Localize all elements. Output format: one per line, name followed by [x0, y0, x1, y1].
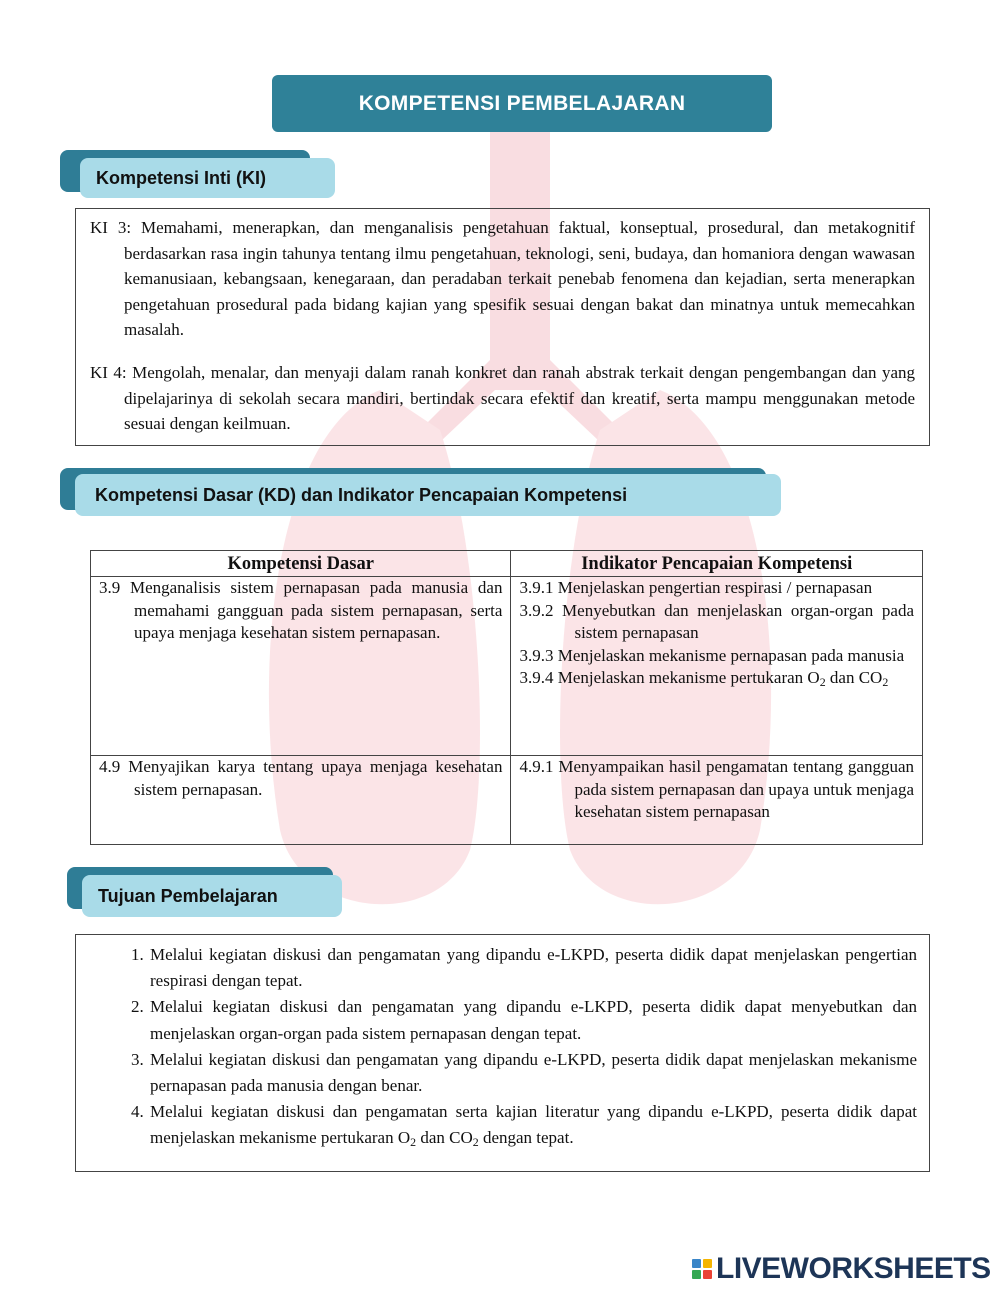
logo-block [703, 1259, 712, 1268]
indicator-cell [511, 577, 923, 756]
indicator-cell [511, 756, 923, 845]
ki-heading-label: Kompetensi Inti (KI) [80, 158, 335, 198]
list-item: 2. Melalui kegiatan diskusi dan pengamatan yang dipandu e-LKPD, peserta didik dapat menyebutkan dan menjelaskan organ-organ pada sistem pernapasan dengan tepat. [148, 994, 917, 1046]
indicator-3-9-1: 3.9.1 Menjelaskan pengertian respirasi / pernapasan [519, 578, 873, 597]
list-item: 3. Melalui kegiatan diskusi dan pengamatan yang dipandu e-LKPD, peserta didik dapat menjelaskan mekanisme pernapasan pada manusia dengan benar. [148, 1047, 917, 1099]
indicator-3-9-4 [519, 667, 914, 690]
ki-3-text: KI 3: Memahami, menerapkan, dan menganalisis pengetahuan faktual, konseptual, prosedural, dan metakognitif berdasarkan rasa ingin tahunya tentang ilmu pengetahuan, teknologi, seni, budaya, dan homaniora dengan wawasan kemanusiaan, kebangsaan, kenegaraan, dan peradaban terkait penebab fenomena dan kejadian, serta menerapkan pengetahuan prosedural pada bidang kajian yang spesifik sesuai dengan bakat dan minatnya untuk memecahkan masalah. [90, 218, 915, 340]
kd-4-9-text: 4.9 Menyajikan karya tentang upaya menjaga kesehatan sistem pernapasan. [99, 757, 503, 799]
kd-column-header: Kompetensi Dasar [91, 551, 511, 577]
ki-box [75, 208, 930, 446]
subscript-2: 2 [472, 1135, 479, 1150]
kd-heading-label: Kompetensi Dasar (KD) dan Indikator Pencapaian Kompetensi [75, 474, 781, 516]
kd-table [90, 550, 923, 845]
liveworksheets-logo-text: LIVEWORKSHEETS [716, 1252, 991, 1285]
indicator-column-header: Indikator Pencapaian Kompetensi [511, 551, 923, 577]
ki-4-text: KI 4: Mengolah, menalar, dan menyaji dalam ranah konkret dan ranah abstrak terkait dengan pengembangan dan yang dipelajarinya di sekolah secara mandiri, bertindak secara efektif dan kreatif, serta mampu menggunakan metode sesuai dengan keilmuan. [90, 362, 915, 434]
tp-list [76, 942, 929, 1152]
indicator-3-9-4-pre: 3.9.4 Menjelaskan mekanisme pertukaran O [519, 668, 820, 688]
tp-box [75, 934, 930, 1172]
liveworksheets-logo[interactable] [692, 1251, 991, 1287]
list-item: 1. Melalui kegiatan diskusi dan pengamatan yang dipandu e-LKPD, peserta didik dapat menjelaskan pengertian respirasi dengan tepat. [148, 942, 917, 994]
tp-section-heading [67, 867, 342, 919]
tp-heading-label: Tujuan Pembelajaran [82, 875, 342, 917]
ki-section-heading [60, 150, 335, 200]
indicator-3-9-2: 3.9.2 Menyebutkan dan menjelaskan organ-organ pada sistem pernapasan [519, 600, 914, 643]
logo-block [692, 1259, 701, 1268]
kd-cell [91, 756, 511, 845]
logo-block [692, 1270, 701, 1279]
table-row [91, 756, 923, 845]
page-title: KOMPETENSI PEMBELAJARAN [272, 75, 772, 132]
logo-block [703, 1270, 712, 1279]
indicator-3-9-3: 3.9.3 Menjelaskan mekanisme pernapasan pada manusia [519, 645, 905, 665]
list-item [148, 1099, 917, 1151]
liveworksheets-blocks-icon [692, 1259, 712, 1279]
tp-4-post: dengan tepat. [478, 1128, 574, 1148]
subscript-2: 2 [882, 675, 889, 690]
indicator-3-9-4-mid: dan CO [825, 668, 883, 688]
kd-section-heading [60, 468, 782, 518]
kd-table-header-row [91, 551, 923, 577]
subscript-2: 2 [819, 675, 826, 690]
subscript-2: 2 [410, 1135, 417, 1150]
kd-3-9-text: 3.9 Menganalisis sistem pernapasan pada manusia dan memahami gangguan pada sistem pernapasan, serta upaya menjaga kesehatan sistem pernapasan. [99, 578, 503, 643]
table-row [91, 577, 923, 756]
tp-4-pre: Melalui kegiatan diskusi dan pengamatan serta kajian literatur yang dipandu e-LKPD, peserta didik dapat menjelaskan mekanisme pertukaran O [150, 1102, 917, 1148]
indicator-4-9-1: 4.9.1 Menyampaikan hasil pengamatan tentang gangguan pada sistem pernapasan dan upaya untuk menjaga kesehatan sistem pernapasan [519, 757, 914, 822]
tp-4-mid: dan CO [416, 1128, 473, 1148]
kd-cell [91, 577, 511, 756]
